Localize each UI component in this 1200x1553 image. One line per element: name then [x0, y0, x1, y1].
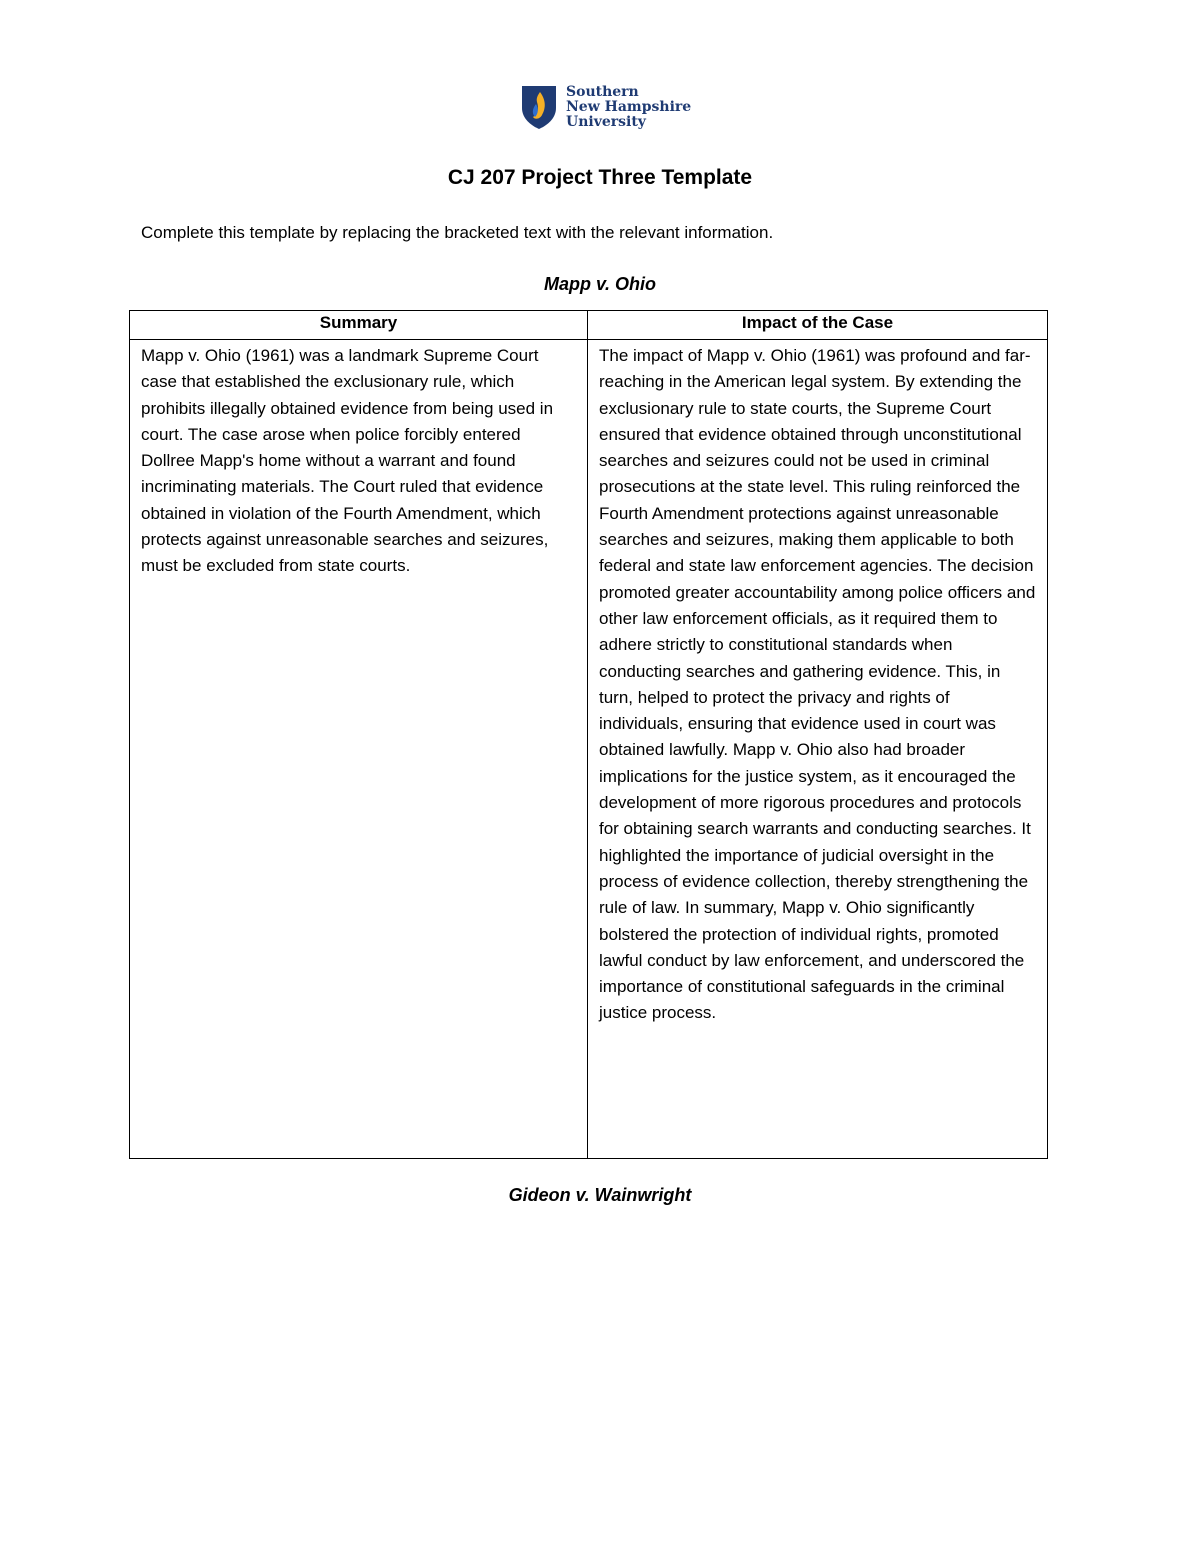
impact-cell: The impact of Mapp v. Ohio (1961) was profound and far-reaching in the American legal system. By extending the exclusionary rule to state courts, the Supreme Court ensured that evidence obtained through unconstitutional searches and seizures could not be used in criminal prosecutions at the state level. This ruling reinforced the Fourth Amendment protections against unreasonable searches and seizures, making them applicable to both federal and state law enforcement agencies. The decision promoted greater accountability among police officers and other law enforcement officials, as it required them to adhere strictly to constitutional standards when conducting searches and gathering evidence. This, in turn, helped to protect the privacy and rights of individuals, ensuring that evidence used in court was obtained lawfully. Mapp v. Ohio also had broader implications for the justice system, as it encouraged the development of more rigorous procedures and protocols for obtaining search warrants and conducting searches. It highlighted the importance of judicial oversight in the process of evidence collection, thereby strengthening the rule of law. In summary, Mapp v. Ohio significantly bolstered the protection of individual rights, promoted lawful conduct by law enforcement, and underscored the importance of constitutional safeguards in the criminal justice process. — [588, 340, 1048, 1159]
table-header-row — [130, 311, 1048, 340]
case-heading-mapp: Mapp v. Ohio — [543, 274, 656, 294]
logo-line-1: Southern — [566, 84, 639, 100]
logo-line-2: New Hampshire — [566, 99, 692, 115]
logo-wordmark — [566, 85, 691, 130]
case-heading-gideon: Gideon v. Wainwright — [508, 1185, 692, 1205]
logo-line-3: University — [566, 114, 646, 130]
case-table-mapp — [129, 310, 1048, 1159]
column-header-summary: Summary — [130, 311, 588, 340]
instructions-text: Complete this template by replacing the bracketed text with the relevant information. — [141, 223, 774, 242]
table-row — [130, 340, 1048, 1159]
summary-cell: Mapp v. Ohio (1961) was a landmark Supreme Court case that established the exclusionary rule, which prohibits illegally obtained evidence from being used in court. The case arose when police forcibly entered Dollree Mapp's home without a warrant and found incriminating materials. The Court ruled that evidence obtained in violation of the Fourth Amendment, which protects against unreasonable searches and seizures, must be excluded from state courts. — [130, 340, 588, 1159]
university-logo — [520, 84, 690, 134]
flame-shield-icon — [520, 84, 558, 130]
column-header-impact: Impact of the Case — [588, 311, 1048, 340]
document-title: CJ 207 Project Three Template — [447, 166, 753, 189]
